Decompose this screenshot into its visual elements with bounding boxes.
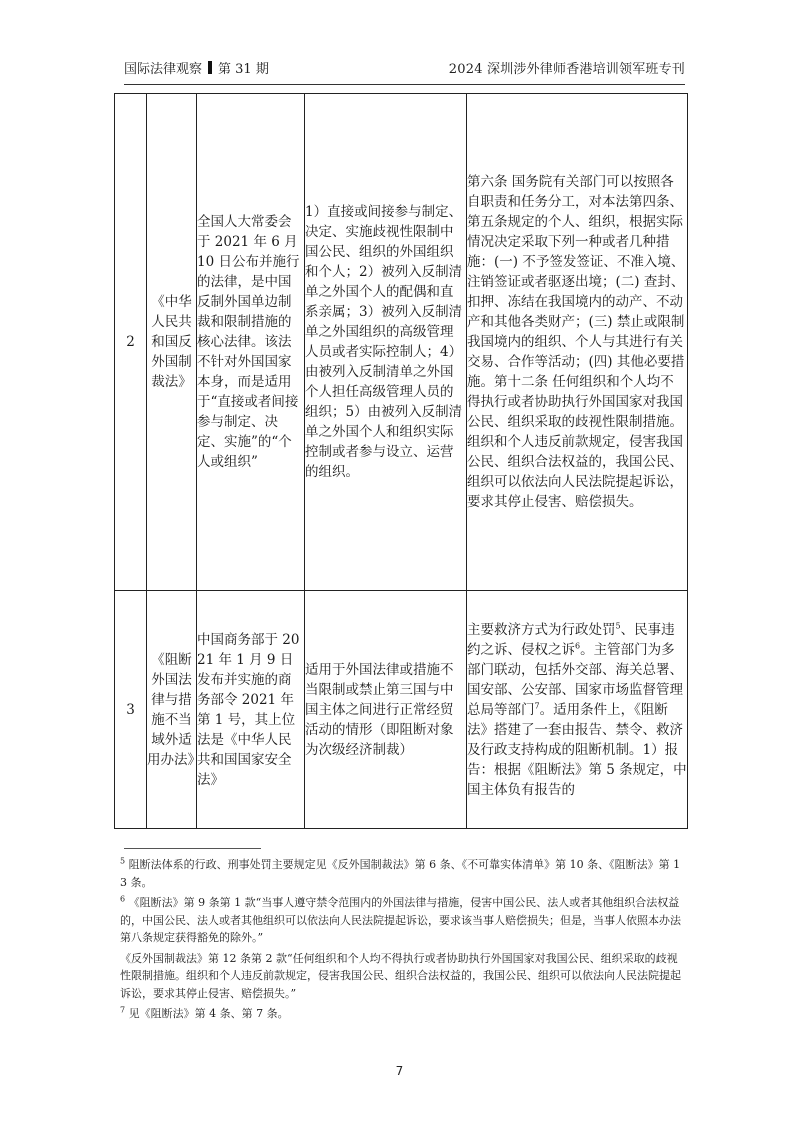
footnote xyxy=(120,950,685,1003)
special-issue-title: 2024 深圳涉外律师香港培训领军班专刊 xyxy=(448,62,685,77)
law-basic-info: 全国人大常委会于 2021 年 6 月 10 日公布并施行的法律，是中国反制外国单边制裁和限制措施的核心法律。该法不针对外国国家本身，而是适用于“直接或者间接参与制定、决定、实施”的“个人或组织” xyxy=(197,214,300,470)
footnote xyxy=(120,1005,685,1023)
law-name: 《中华人民共和国反外国制裁法》 xyxy=(151,294,192,390)
measures-text-b: 、民事违约之诉、侵权之诉 xyxy=(467,621,675,658)
footnote-ref-6[interactable]: 6 xyxy=(575,641,581,650)
measures-text-d: 。适用条件上，《阻断法》搭建了一套由报告、禁令、救济及行政支持构成的阻断机制。1）报告：根据《阻断法》第 5 条规定，中国主体负有报告的 xyxy=(467,701,687,798)
law-scope-cell xyxy=(305,94,467,591)
journal-title: 国际法律观察 xyxy=(124,62,203,77)
footnote-separator xyxy=(124,848,261,849)
footnote-mark: 5 xyxy=(120,856,126,866)
table-row xyxy=(115,94,688,591)
law-scope: 1）直接或间接参与制定、决定、实施歧视性限制中国公民、组织的外国组织和个人；2）被列入反制清单之外国个人的配偶和直系亲属；3）被列入反制清单之外国组织的高级管理人员或者实际控制人；4）由被列入反制清单之外国个人担任高级管理人员的组织；5）由被列入反制清单之外国个人和组织实际控制或者参与设立、运营的组织。 xyxy=(305,204,463,480)
footnote-ref-7[interactable]: 7 xyxy=(534,701,540,710)
page-header xyxy=(124,58,685,82)
row-number: 3 xyxy=(115,591,147,829)
law-measures-cell xyxy=(467,591,688,829)
row-number: 2 xyxy=(115,94,147,591)
footnote xyxy=(120,894,685,947)
law-basic-info: 中国商务部于 2021 年 1 月 9 日发布并实施的商务部令 2021 年第 1 号，其上位法是《中华人民共和国国家安全法》 xyxy=(197,631,300,788)
header-left xyxy=(124,58,269,82)
footnote-ref-5[interactable]: 5 xyxy=(615,621,621,630)
law-measures-cell xyxy=(467,94,688,591)
law-scope-cell xyxy=(305,591,467,829)
footnote-text: 《反外国制裁法》第 12 条第 2 款“任何组织和个人均不得执行或者协助执行外国国家对我国公民、组织采取的歧视性限制措施。组织和个人违反前款规定，侵害我国公民、组织合法权益的，我国公民、组织可以依法向人民法院提起诉讼，要求其停止侵害、赔偿损失。” xyxy=(120,951,681,1000)
measures-text-a: 主要救济方式为行政处罚 xyxy=(467,621,616,638)
header-separator-bar xyxy=(208,61,212,74)
footnote-mark: 6 xyxy=(120,894,126,904)
law-scope: 适用于外国法律或措施不当限制或禁止第三国与中国主体之间进行正常经贸活动的情形（即阻断对象为次级经济制裁） xyxy=(305,661,454,758)
law-basic-info-cell xyxy=(197,591,305,829)
footnote-text: 《阻断法》第 9 条第 1 款“当事人遵守禁令范围内的外国法律与措施，侵害中国公民、法人或者其他组织合法权益的，中国公民、法人或者其他组织可以依法向人民法院提起诉讼，要求该当事人赔偿损失；但是，当事人依照本办法第八条规定获得豁免的除外。” xyxy=(120,896,681,944)
law-basic-info-cell xyxy=(197,94,305,591)
law-name-cell xyxy=(147,94,197,591)
law-name: 《阻断外国法律与措施不当域外适用办法》 xyxy=(147,651,201,768)
law-measures xyxy=(467,620,687,800)
footnote xyxy=(120,856,685,891)
footnote-mark: 7 xyxy=(120,1005,126,1015)
measures-text-c: 。主管部门为多部门联动，包括外交部、海关总署、国安部、公安部、国家市场监督管理总局等部门 xyxy=(467,641,683,718)
page-number: 7 xyxy=(395,1064,404,1078)
footnote-text: 见《阻断法》第 4 条、第 7 条。 xyxy=(128,1007,289,1020)
sanctions-law-table xyxy=(114,93,688,829)
issue-number: 第 31 期 xyxy=(218,62,269,77)
footnote-text: 阻断法体系的行政、刑事处罚主要规定见《反外国制裁法》第 6 条、《不可靠实体清单》第 10 条、《阻断法》第 13 条。 xyxy=(120,858,681,889)
law-measures: 第六条 国务院有关部门可以按照各自职责和任务分工，对本法第四条、第五条规定的个人、组织，根据实际情况决定采取下列一种或者几种措施：(一) 不予签发签证、不准入境、注销签证或者驱逐出境；(二) 查封、扣押、冻结在我国境内的动产、不动产和其他各类财产；(三) 禁止或限制我国境内的组织、个人与其进行有关交易、合作等活动；(四) 其他必要措施。第十二条 任何组织和个人均不得执行或者协助执行外国国家对我国公民、组织采取的歧视性限制措施。组织和个人违反前款规定，侵害我国公民、组织合法权益的，我国公民、组织可以依法向人民法院提起诉讼，要求其停止侵害、赔偿损失。 xyxy=(467,174,685,510)
table-row xyxy=(115,591,688,829)
header-rule xyxy=(124,84,685,85)
footnotes xyxy=(120,856,685,1026)
law-name-cell xyxy=(147,591,201,829)
